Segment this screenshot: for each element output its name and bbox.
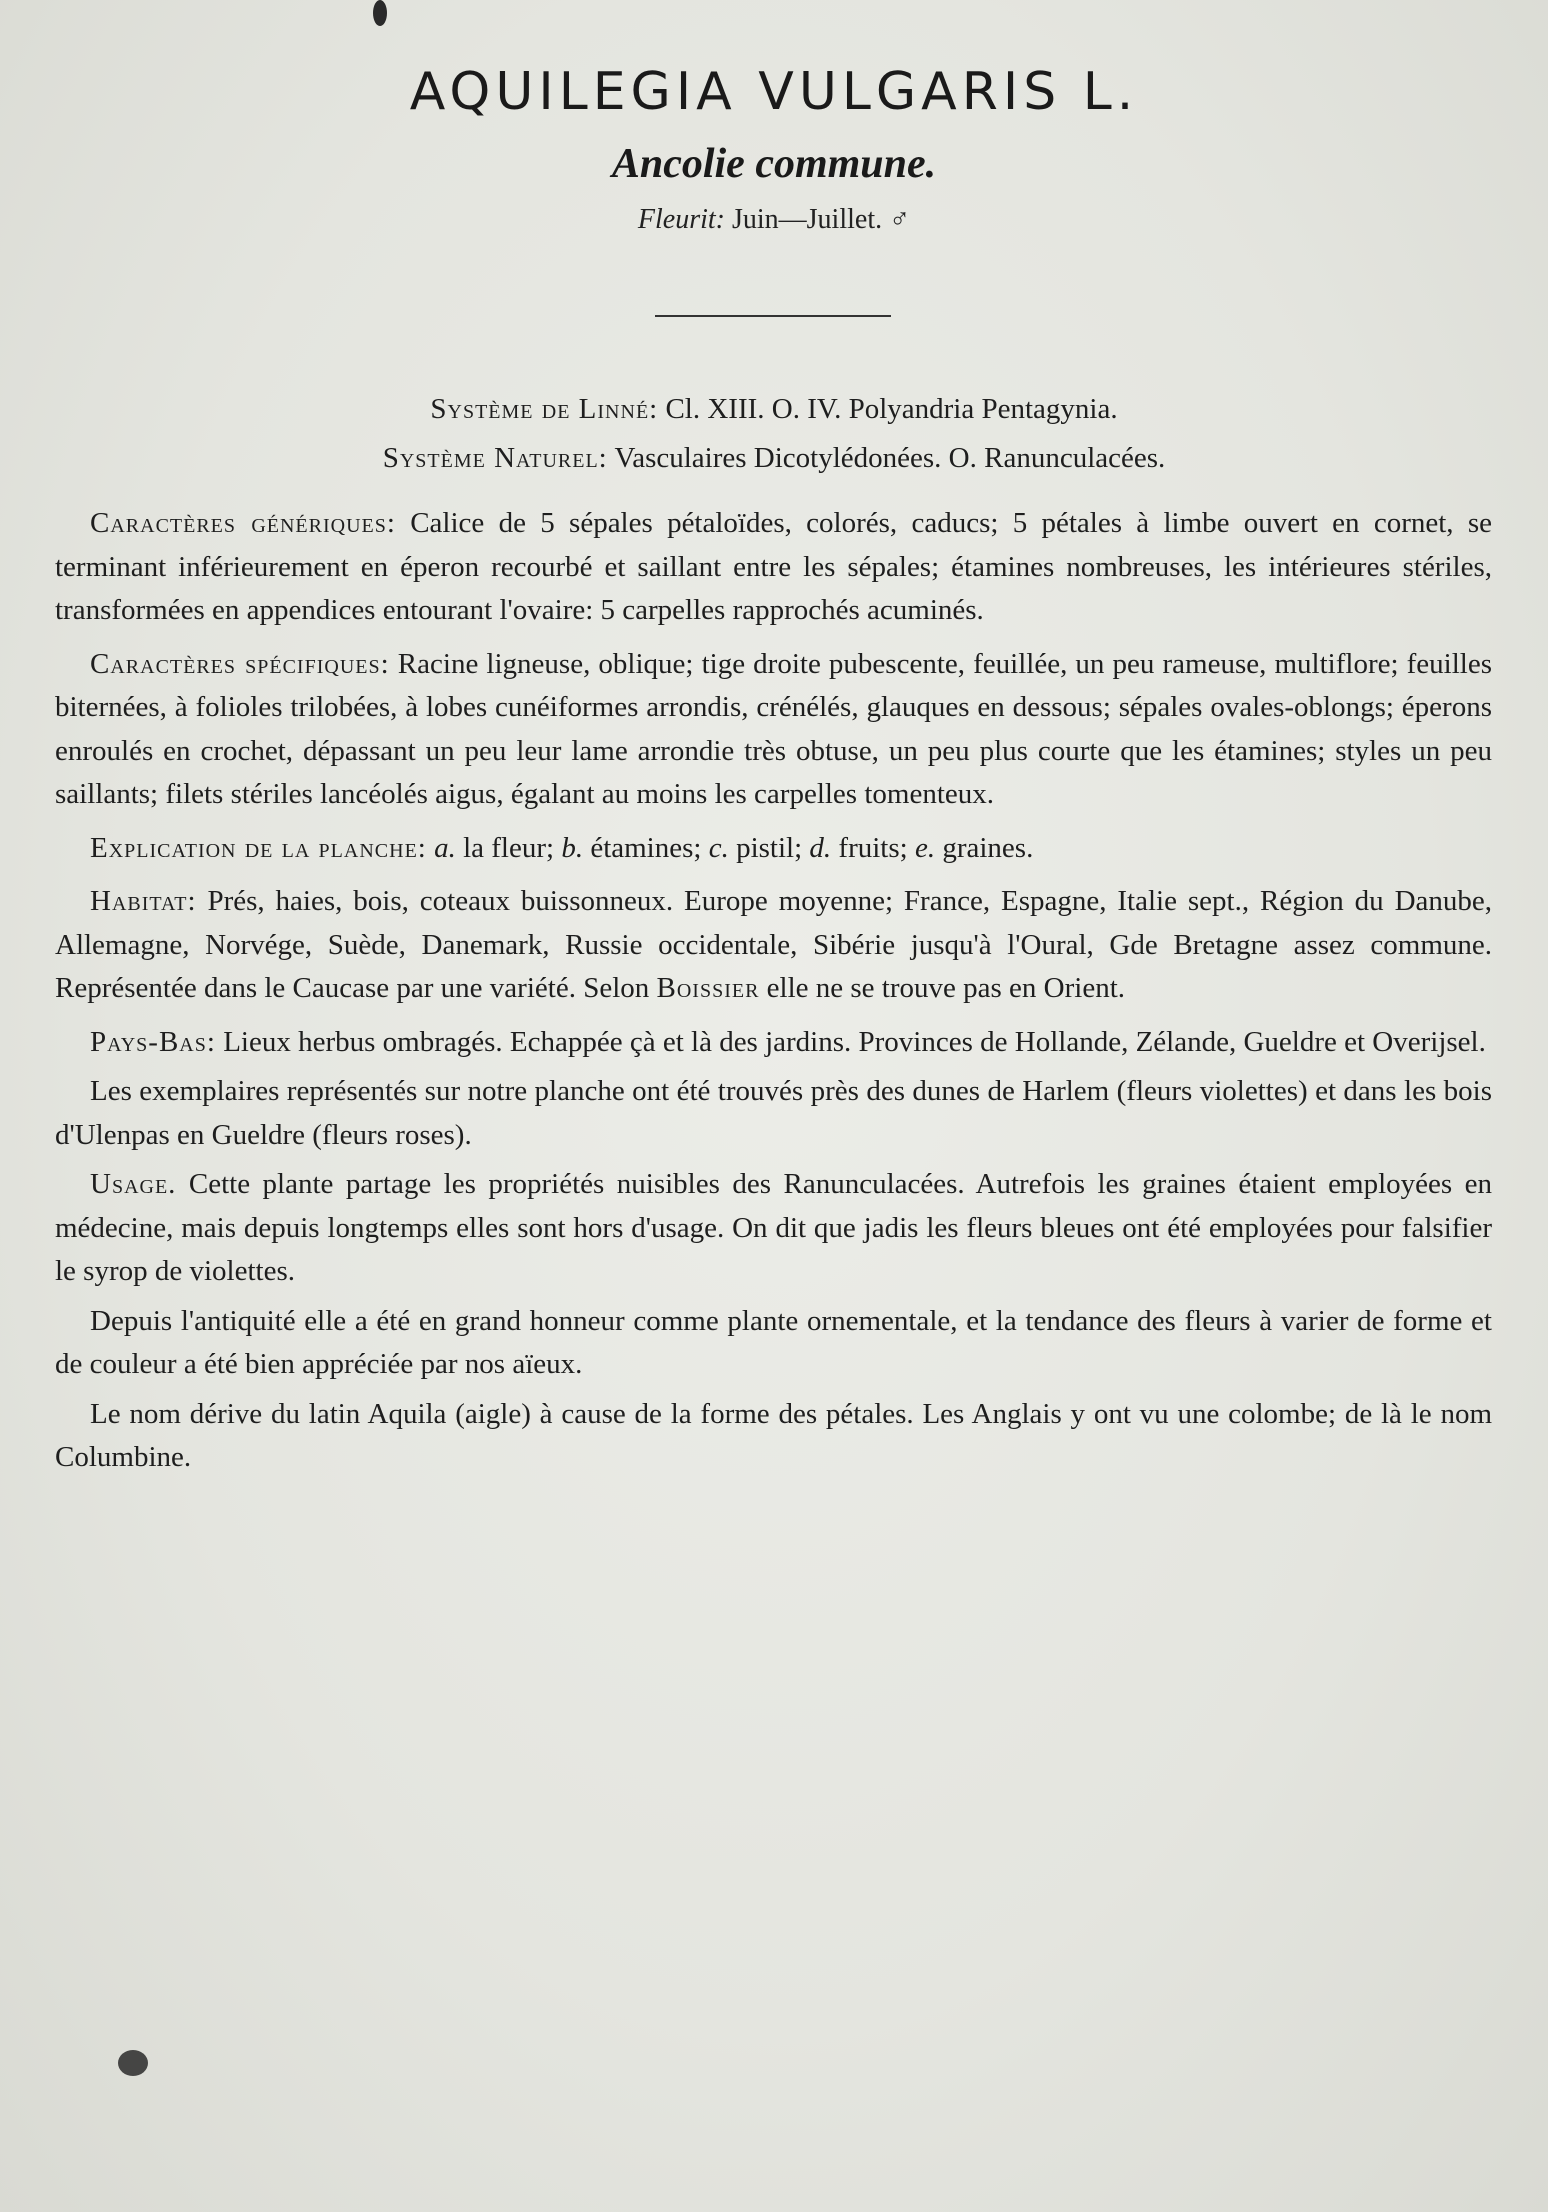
plate-item-c: pistil;	[736, 831, 803, 864]
specific-characters-label: Caractères spécifiques:	[90, 647, 390, 680]
habitat-author: Boissier	[656, 972, 760, 1004]
antiquity-paragraph	[55, 1300, 1492, 1387]
species-title: AQUILEGIA VULGARIS L.	[409, 62, 1139, 122]
plate-explanation-label: Explication de la planche:	[90, 831, 427, 864]
naturel-value: Vasculaires Dicotylédonées. O. Ranunculacées.	[614, 442, 1166, 474]
usage-paragraph	[55, 1163, 1492, 1294]
linne-value: Cl. XIII. O. IV. Polyandria Pentagynia.	[665, 393, 1118, 425]
specific-characters-paragraph	[55, 643, 1492, 817]
plate-key-d: d.	[809, 831, 832, 864]
flowering-label: Fleurit:	[637, 204, 725, 235]
usage-text: Cette plante partage les propriétés nuisibles des Ranunculacées. Autrefois les graines étaient employées en médecine, mais depuis longtemps elles sont hors d'usage. On dit que jadis les fleurs bleues ont été employées pour falsifier le syrop de violettes.	[55, 1168, 1492, 1287]
netherlands-paragraph	[55, 1021, 1492, 1065]
specific-characters-text: Racine ligneuse, oblique; tige droite pubescente, feuillée, un peu rameuse, multiflore; feuilles biternées, à folioles trilobées, à lobes cunéiformes arrondis, crénélés, glauques en dessous; sépales ovales-oblongs; éperons enroulés en crochet, dépassant un peu leur lame arrondie très obtuse, un peu plus courte que les étamines; styles un peu saillants; filets stériles lancéolés aigus, égalant au moins les carpelles tomenteux.	[55, 647, 1493, 810]
habitat-text-end: elle ne se trouve pas en Orient.	[766, 972, 1126, 1004]
netherlands-label: Pays-Bas:	[90, 1025, 216, 1058]
plate-explanation-paragraph	[55, 827, 1492, 871]
plate-key-a: a.	[434, 831, 456, 864]
linne-system-line	[0, 393, 1548, 426]
plate-key-b: b.	[561, 831, 584, 864]
ink-spot-bottom-left	[118, 2050, 148, 2076]
usage-label: Usage.	[90, 1168, 177, 1200]
description-body	[55, 502, 1492, 1486]
habitat-label: Habitat:	[90, 885, 197, 917]
biennial-symbol-icon: ♂	[889, 204, 911, 235]
habitat-text: Prés, haies, bois, coteaux buissonneux. Europe moyenne; France, Espagne, Italie sept., Région du Danube, Allemagne, Norvége, Suède, Danemark, Russie occidentale, Sibérie jusqu'à l'Oural, Gde Bretagne assez commune. Représentée dans le Caucase par une variété. Selon	[55, 885, 1493, 1004]
common-name: Ancolie commune.	[611, 141, 937, 187]
antiquity-text: Depuis l'antiquité elle a été en grand honneur comme plante ornementale, et la tendance des fleurs à varier de forme et de couleur a été bien appréciée par nos aïeux.	[55, 1304, 1492, 1380]
habitat-paragraph	[55, 880, 1492, 1011]
naturel-label: Système Naturel:	[382, 442, 608, 474]
specimens-paragraph	[55, 1070, 1492, 1157]
plate-item-a: la fleur;	[463, 831, 555, 864]
ink-spot-top	[373, 0, 387, 26]
generic-characters-paragraph	[55, 502, 1492, 633]
netherlands-text: Lieux herbus ombragés. Echappée çà et là des jardins. Provinces de Hollande, Zélande, Gueldre et Overijsel.	[223, 1025, 1486, 1058]
specimens-text: Les exemplaires représentés sur notre planche ont été trouvés près des dunes de Harlem (fleurs violettes) et dans les bois d'Ulenpas en Gueldre (fleurs roses).	[55, 1075, 1492, 1151]
plate-item-d: fruits;	[838, 831, 908, 864]
generic-characters-text: Calice de 5 sépales pétaloïdes, colorés, caducs; 5 pétales à limbe ouvert en cornet, se terminant inférieurement en éperon recourbé et saillant entre les sépales; étamines nombreuses, les intérieures stériles, transformées en appendices entourant l'ovaire: 5 carpelles rapprochés acuminés.	[55, 507, 1492, 626]
plate-key-e: e.	[914, 831, 936, 864]
plate-item-e: graines.	[942, 831, 1034, 864]
name-origin-paragraph	[55, 1393, 1492, 1480]
plate-key-c: c.	[708, 831, 729, 864]
flowering-period	[0, 204, 1548, 236]
divider-rule	[655, 315, 891, 317]
linne-label: Système de Linné:	[430, 393, 659, 425]
generic-characters-label: Caractères génériques:	[90, 507, 396, 539]
name-origin-text: Le nom dérive du latin Aquila (aigle) à cause de la forme des pétales. Les Anglais y ont vu une colombe; de là le nom Columbine.	[55, 1397, 1492, 1473]
naturel-system-line	[0, 442, 1548, 475]
plate-item-b: étamines;	[590, 831, 702, 864]
flowering-value: Juin—Juillet.	[731, 204, 883, 235]
